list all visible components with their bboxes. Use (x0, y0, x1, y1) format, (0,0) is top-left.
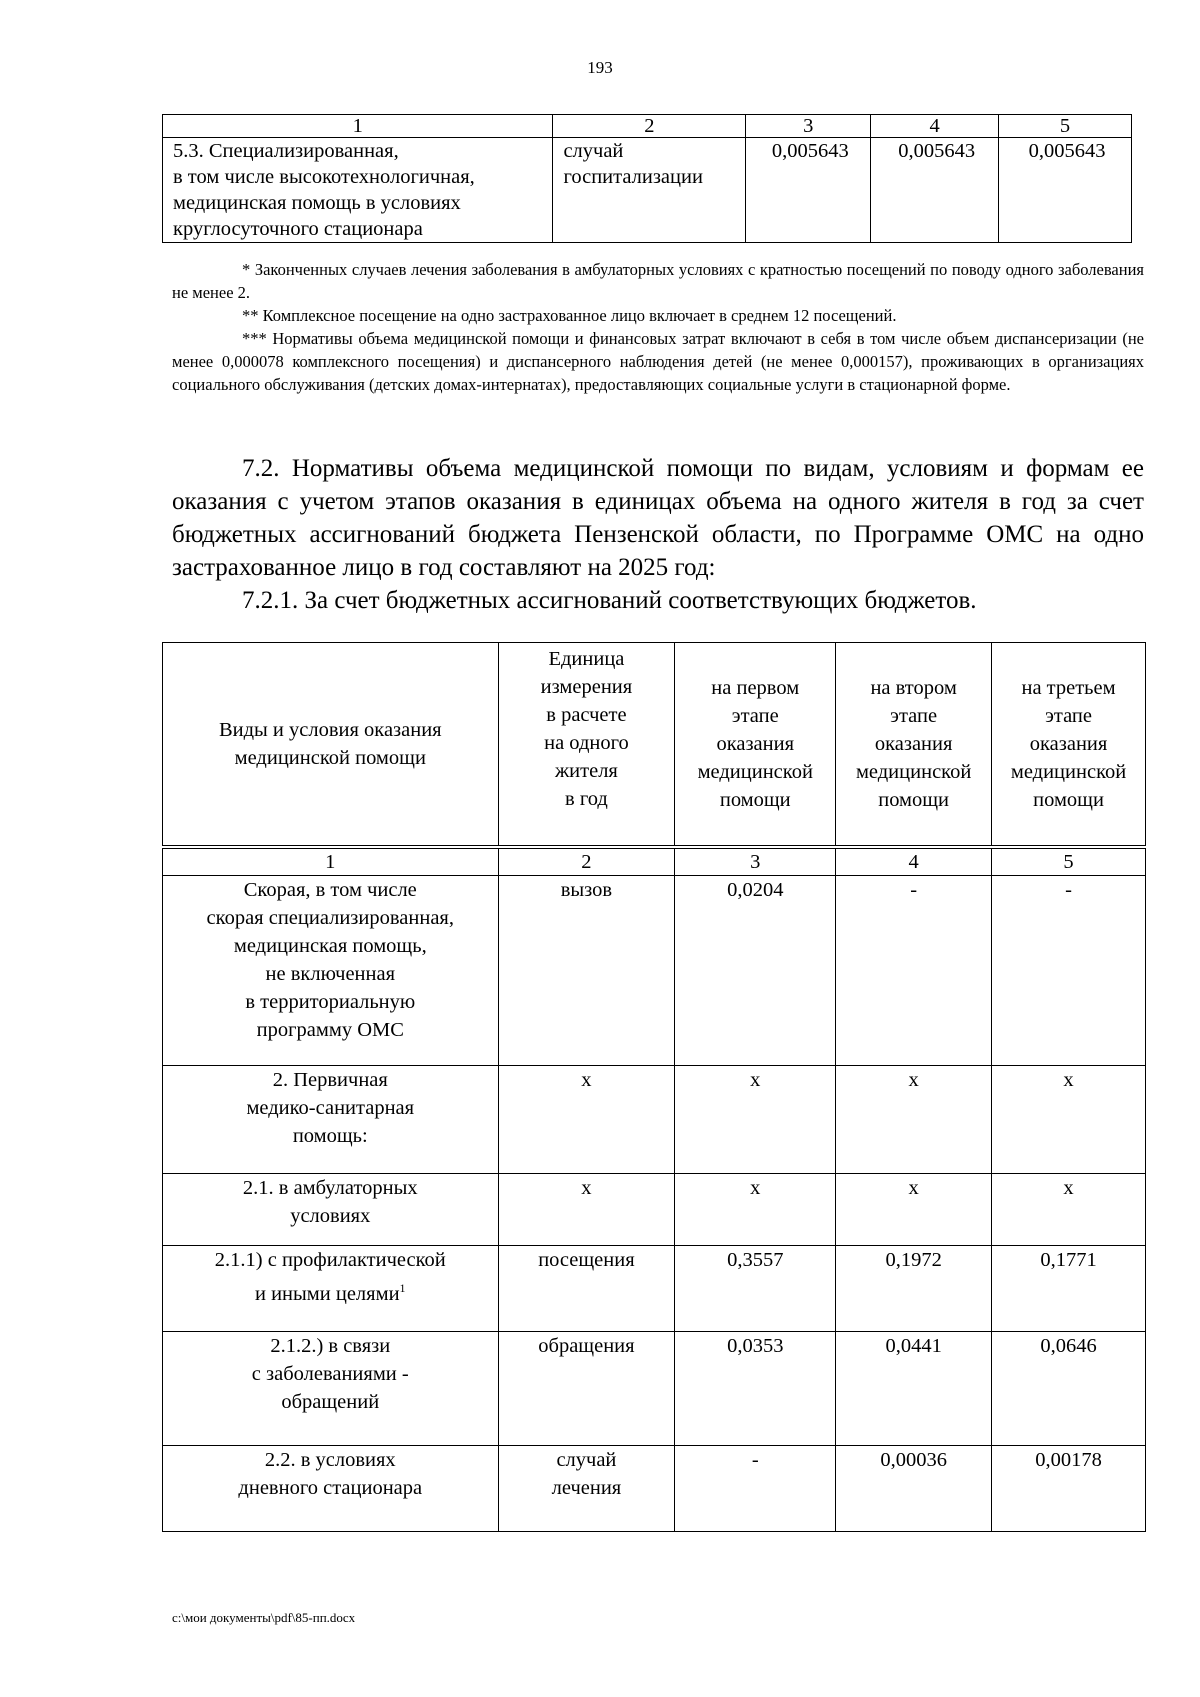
continuation-table (162, 114, 1132, 243)
care-type-cell: 2.1.1) с профилактической и иными целями$^1$ (163, 1246, 499, 1332)
value-cell: х (992, 1174, 1146, 1246)
header-cell: 3 (746, 115, 871, 138)
care-type-cell: 2.1.2.) в связи с заболеваниями - обращений (163, 1332, 499, 1446)
unit-cell: вызов (498, 876, 675, 1066)
unit-cell: х (498, 1174, 675, 1246)
care-type-cell: 2.2. в условиях дневного стационара (163, 1446, 499, 1532)
value-cell: 0,0204 (675, 876, 836, 1066)
header-stage-1: на первом этапе оказания медицинской помощи (675, 643, 836, 846)
header-stage-3: на третьем этапе оказания медицинской помощи (992, 643, 1146, 846)
table-row (163, 1066, 1146, 1174)
value-cell: х (836, 1066, 992, 1174)
column-number: 2 (498, 849, 675, 876)
unit-cell: случай госпитализации (553, 138, 746, 243)
table-row (163, 138, 1132, 243)
column-number: 5 (992, 849, 1146, 876)
value-cell: х (675, 1066, 836, 1174)
section-paragraph: 7.2. Нормативы объема медицинской помощи по видам, условиям и формам ее оказания с учетом этапов оказания в единицах объема на одного жителя в год за счет бюджетных ассигнований бюджета Пензенской области, по Программе ОМС на одно застрахованное лицо в год составляют на 2025 год: (172, 455, 1144, 581)
header-cell: 4 (871, 115, 999, 138)
value-cell: - (675, 1446, 836, 1532)
column-number: 3 (675, 849, 836, 876)
value-cell: 0,1972 (836, 1246, 992, 1332)
unit-cell: случай лечения (498, 1446, 675, 1532)
header-cell: 1 (163, 115, 553, 138)
value-cell: 0,005643 (999, 138, 1132, 243)
normatives-table (162, 642, 1146, 1532)
footnote: *** Нормативы объема медицинской помощи и финансовых затрат включают в себя в том числе объем диспансеризации (не менее 0,000078 комплексного посещения) и диспансерного наблюдения детей (не менее 0,000157), проживающих в организациях социального обслуживания (детских домах-интернатах), предоставляющих социальные услуги в стационарной форме. (172, 329, 1144, 394)
footnotes (172, 258, 1144, 396)
value-cell: 0,005643 (746, 138, 871, 243)
unit-cell: х (498, 1066, 675, 1174)
header-stage-2: на втором этапе оказания медицинской помощи (836, 643, 992, 846)
normatives-table-header (163, 643, 1146, 846)
value-cell: 0,0646 (992, 1332, 1146, 1446)
value-cell: - (836, 876, 992, 1066)
value-cell: х (836, 1174, 992, 1246)
header-care-type: Виды и условия оказания медицинской помощи (163, 643, 499, 846)
value-cell: х (992, 1066, 1146, 1174)
unit-cell: посещения (498, 1246, 675, 1332)
table-row (163, 1174, 1146, 1246)
header-unit: Единица измерения в расчете на одного жителя в год (498, 643, 675, 846)
value-cell: 0,1771 (992, 1246, 1146, 1332)
header-cell: 5 (999, 115, 1132, 138)
value-cell: 0,00036 (836, 1446, 992, 1532)
care-type-cell: 2.1. в амбулаторных условиях (163, 1174, 499, 1246)
care-type-cell: Скорая, в том числе скорая специализированная, медицинская помощь, не включенная в территориальную программу ОМС (163, 876, 499, 1066)
table-row (163, 1446, 1146, 1532)
continuation-table-header (163, 115, 1132, 138)
column-number: 4 (836, 849, 992, 876)
column-number: 1 (163, 849, 499, 876)
value-cell: 0,00178 (992, 1446, 1146, 1532)
unit-cell: обращения (498, 1332, 675, 1446)
value-cell: х (675, 1174, 836, 1246)
file-path-footer: c:\мои документы\pdf\85-пп.docx (172, 1610, 356, 1625)
value-cell: 0,3557 (675, 1246, 836, 1332)
table-row (163, 876, 1146, 1066)
subsection-heading: 7.2.1. За счет бюджетных ассигнований соответствующих бюджетов. (242, 587, 977, 614)
page-number: 193 (587, 58, 613, 77)
header-cell: 2 (553, 115, 746, 138)
footnote-marker: 1 (399, 1281, 406, 1295)
value-cell: - (992, 876, 1146, 1066)
footnote: ** Комплексное посещение на одно застрахованное лицо включает в среднем 12 посещений. (242, 306, 897, 325)
footnote: * Законченных случаев лечения заболевания в амбулаторных условиях с кратностью посещений по поводу одного заболевания не менее 2. (172, 260, 1144, 302)
care-type-cell: 5.3. Специализированная, в том числе высокотехнологичная, медицинская помощь в условиях круглосуточного стационара (163, 138, 553, 243)
table-row (163, 1332, 1146, 1446)
value-cell: 0,0353 (675, 1332, 836, 1446)
section-text (172, 452, 1144, 617)
column-numbers-row (163, 849, 1146, 876)
care-type-cell: 2. Первичная медико-санитарная помощь: (163, 1066, 499, 1174)
value-cell: 0,005643 (871, 138, 999, 243)
value-cell: 0,0441 (836, 1332, 992, 1446)
table-row (163, 1246, 1146, 1332)
